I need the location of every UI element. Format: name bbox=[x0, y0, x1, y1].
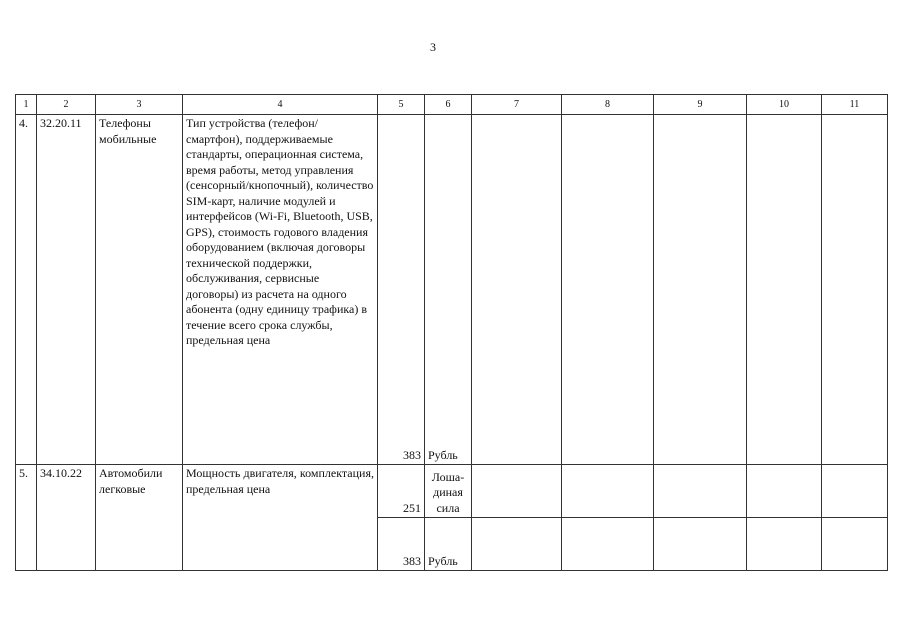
header-cell: 8 bbox=[562, 95, 654, 115]
empty-cell bbox=[747, 465, 822, 518]
empty-cell bbox=[747, 518, 822, 571]
empty-cell bbox=[562, 518, 654, 571]
header-cell: 9 bbox=[654, 95, 747, 115]
item-characteristics: Мощность двигателя, комплектация, предельная цена bbox=[183, 465, 378, 571]
empty-cell bbox=[654, 115, 747, 465]
empty-cell bbox=[654, 518, 747, 571]
row-number: 4. bbox=[16, 115, 37, 465]
empty-cell bbox=[472, 115, 562, 465]
header-cell: 1 bbox=[16, 95, 37, 115]
unit-name: Рубль bbox=[425, 115, 472, 465]
empty-cell bbox=[822, 115, 888, 465]
header-cell: 2 bbox=[37, 95, 96, 115]
empty-cell bbox=[562, 115, 654, 465]
item-name: Телефоны мобильные bbox=[96, 115, 183, 465]
okpd-code: 34.10.22 bbox=[37, 465, 96, 571]
item-name: Автомобили легковые bbox=[96, 465, 183, 571]
table-row bbox=[16, 465, 888, 518]
empty-cell bbox=[747, 115, 822, 465]
header-cell: 11 bbox=[822, 95, 888, 115]
table-row bbox=[16, 115, 888, 465]
header-cell: 4 bbox=[183, 95, 378, 115]
item-characteristics: Тип устройства (телефон/смартфон), поддерживаемые стандарты, операционная система, время работы, метод управления (сенсорный/кнопочный), количество SIM-карт, наличие модулей и интерфейсов (Wi-Fi, Bluetooth, USB, GPS), стоимость годового владения оборудованием (включая договоры технической поддержки, обслуживания, сервисные договоры) из расчета на одного абонента (одну единицу трафика) в течение всего срока службы, предельная цена bbox=[183, 115, 378, 465]
header-cell: 6 bbox=[425, 95, 472, 115]
unit-code: 383 bbox=[378, 115, 425, 465]
header-cell: 10 bbox=[747, 95, 822, 115]
empty-cell bbox=[562, 465, 654, 518]
table-header-row bbox=[16, 95, 888, 115]
row-number: 5. bbox=[16, 465, 37, 571]
page-number: 3 bbox=[430, 40, 436, 54]
okpd-code: 32.20.11 bbox=[37, 115, 96, 465]
header-cell: 3 bbox=[96, 95, 183, 115]
empty-cell bbox=[654, 465, 747, 518]
unit-code: 383 bbox=[378, 518, 425, 571]
empty-cell bbox=[822, 465, 888, 518]
characteristics-table bbox=[15, 94, 888, 571]
empty-cell bbox=[472, 465, 562, 518]
empty-cell bbox=[822, 518, 888, 571]
unit-name: Рубль bbox=[425, 518, 472, 571]
header-cell: 7 bbox=[472, 95, 562, 115]
header-cell: 5 bbox=[378, 95, 425, 115]
empty-cell bbox=[472, 518, 562, 571]
unit-code: 251 bbox=[378, 465, 425, 518]
unit-name: Лоша- диная сила bbox=[425, 465, 472, 518]
